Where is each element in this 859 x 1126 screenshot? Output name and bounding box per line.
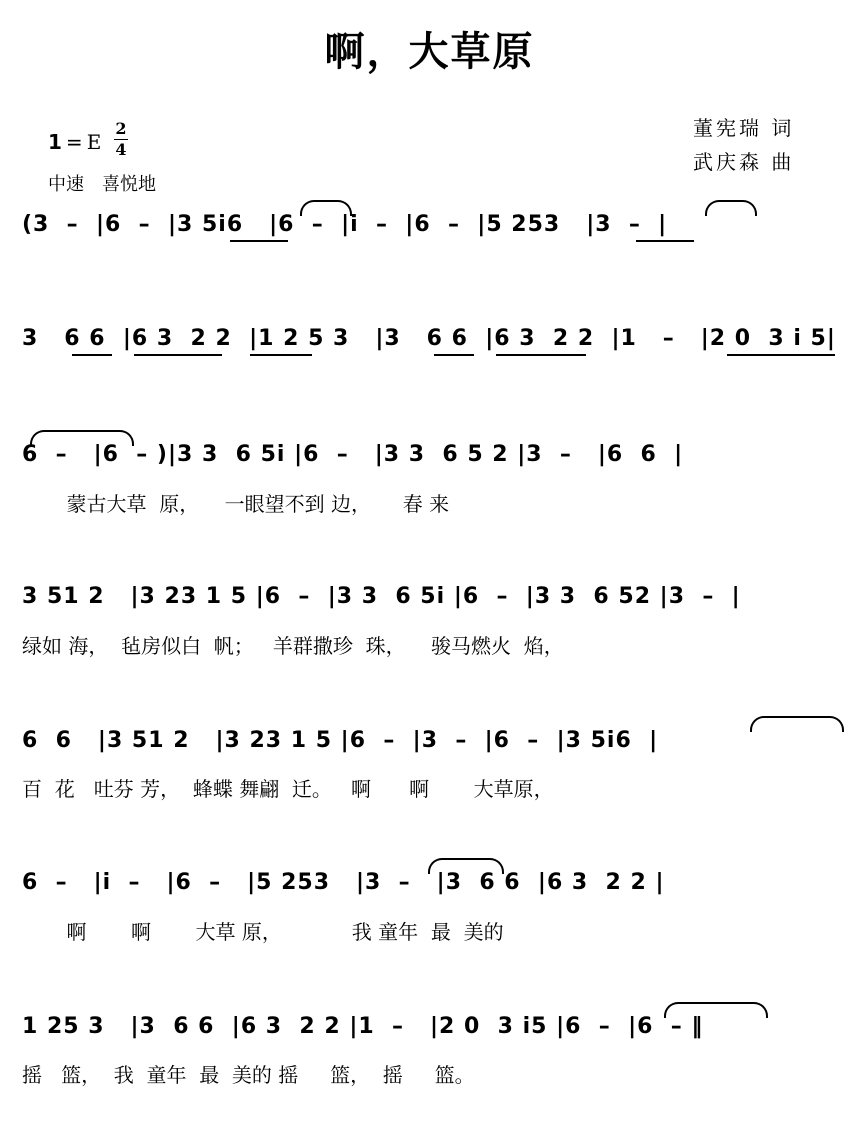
slur: [30, 430, 134, 446]
key-equals: =: [65, 130, 83, 154]
notation-line-5: 6 6 |3 51 2 |3 23 1 5 |6 – |3 – |6 – |3 5i6 |: [22, 728, 659, 753]
beam-underline: [250, 354, 312, 356]
notation-line-6: 6 – |i – |6 – |5 253 |3 – |3 6 6 |6 3 2 2 |: [22, 870, 665, 895]
time-signature-top: 2: [115, 119, 127, 138]
lyrics-line-4: 绿如 海， 毡房似白 帆； 羊群撒珍 珠， 骏马燃火 焰，: [22, 634, 564, 658]
beam-underline: [636, 240, 694, 242]
lyrics-line-6: 啊 啊 大草 原， 我 童年 最 美的: [22, 920, 504, 944]
notation-line-1: (3 – |6 – |3 5i6 |6 – |i – |6 – |5 253 |3 – |: [22, 212, 668, 237]
slur: [300, 200, 352, 216]
notation-line-7: 1 25 3 |3 6 6 |6 3 2 2 |1 – |2 0 3 i5 |6 – |6 – ‖: [22, 1014, 704, 1039]
notation-line-3: 6 – |6 – )|3 3 6 5i |6 – |3 3 6 5 2 |3 – |6 6 |: [22, 442, 684, 467]
song-title: 啊，大草原: [324, 29, 535, 75]
slur: [428, 858, 504, 874]
slur: [705, 200, 757, 216]
beam-underline: [72, 354, 112, 356]
composer-credit: 武庆森 曲: [693, 150, 795, 174]
tempo-marking: 中速 喜悦地: [48, 174, 156, 195]
time-signature: [114, 121, 128, 158]
beam-underline: [496, 354, 586, 356]
key-signature: [48, 130, 101, 154]
slur: [750, 716, 844, 732]
lyrics-line-7: 摇 篮， 我 童年 最 美的 摇 篮， 摇 篮。: [22, 1063, 475, 1087]
key-tonic: 1: [48, 130, 62, 154]
slur: [664, 1002, 768, 1018]
time-signature-bottom: 4: [115, 140, 127, 159]
beam-underline: [230, 240, 288, 242]
beam-underline: [727, 354, 835, 356]
beam-underline: [434, 354, 474, 356]
lyrics-line-3: 蒙古大草 原， 一眼望不到 边， 春 来: [22, 492, 450, 516]
lyrics-line-5: 百 花 吐芬 芳， 蜂蝶 舞翩 迁。 啊 啊 大草原，: [22, 777, 554, 801]
lyricist-credit: 董宪瑞 词: [693, 116, 795, 140]
beam-underline: [134, 354, 222, 356]
key-name: E: [86, 130, 102, 154]
notation-line-4: 3 51 2 |3 23 1 5 |6 – |3 3 6 5i |6 – |3 3 6 52 |3 – |: [22, 584, 741, 609]
notation-line-2: 3 6 6 |6 3 2 2 |1 2 5 3 |3 6 6 |6 3 2 2 |1 – |2 0 3 i 5|: [22, 326, 836, 351]
